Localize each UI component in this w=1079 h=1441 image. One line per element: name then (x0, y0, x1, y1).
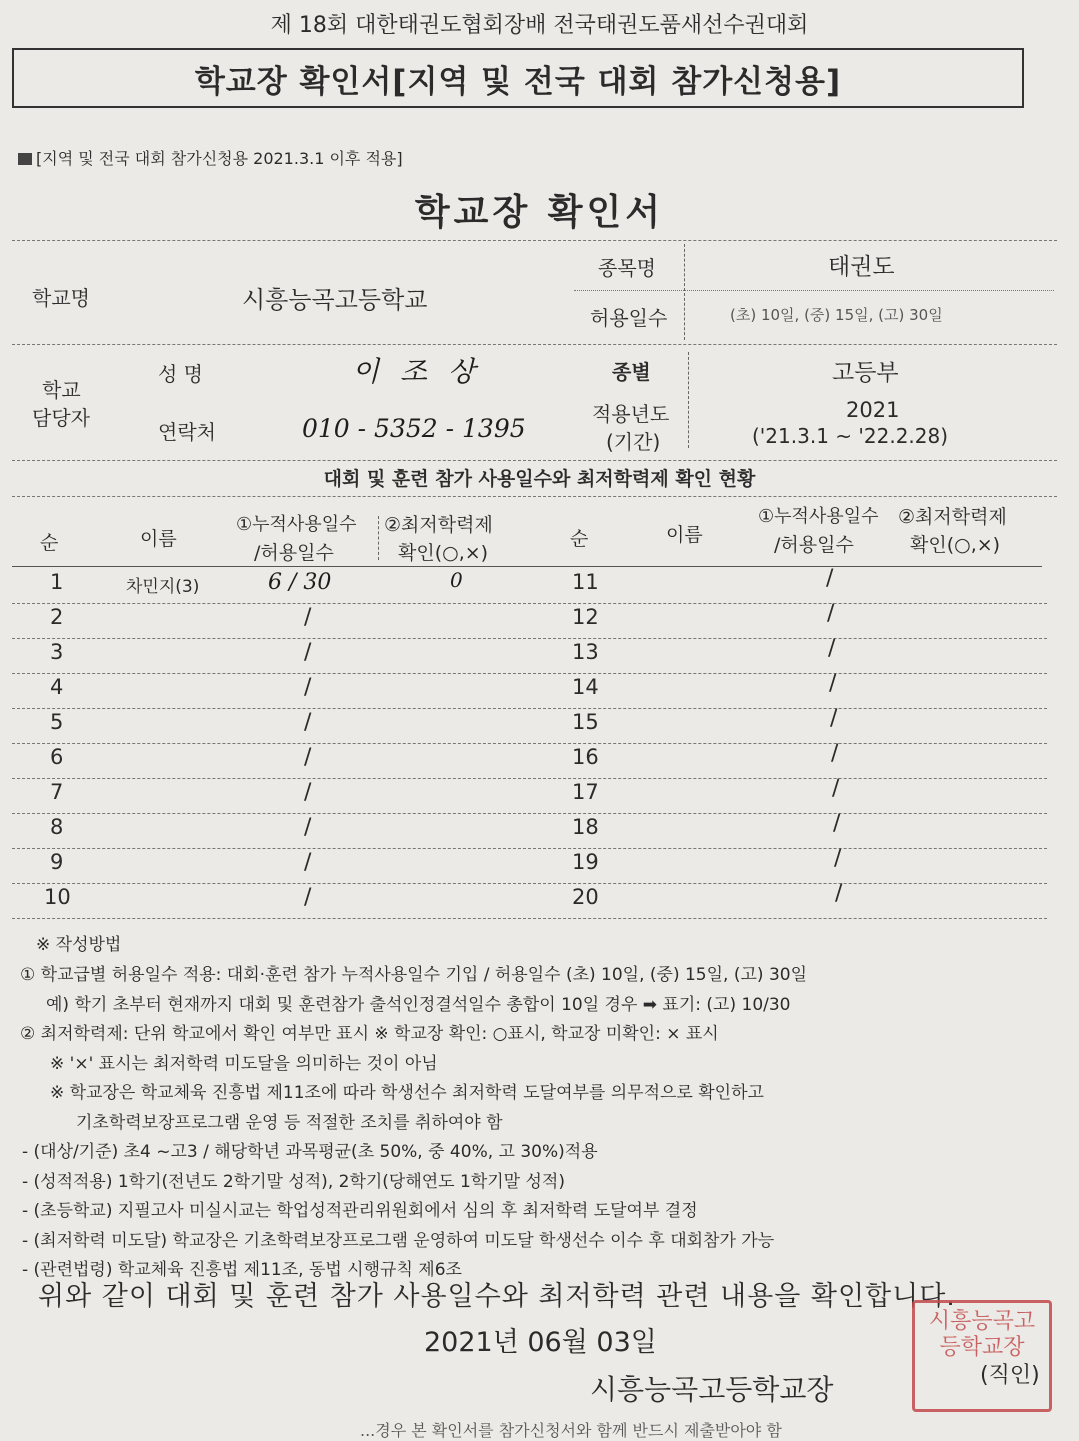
seal-suffix: (직인) (980, 1363, 1040, 1388)
division-value: 고등부 (832, 360, 899, 386)
row-days: / (304, 640, 312, 665)
confirmation-text: 위와 같이 대회 및 훈련 참가 사용일수와 최저학력 관련 내용을 확인합니다. (38, 1281, 956, 1312)
table-row-divider (12, 778, 1047, 779)
row-days: / (304, 745, 312, 770)
row-days: / (833, 811, 841, 836)
table-row-divider (12, 918, 1047, 919)
col-days-header-right-2: /허용일수 (774, 534, 854, 556)
period-value: ('21.3.1 ~ '22.2.28) (752, 424, 949, 448)
divider (12, 460, 1057, 461)
row-days: / (830, 706, 838, 731)
row-number: 5 (50, 710, 64, 734)
method-line: ① 학교급별 허용일수 적용: 대회·훈련 참가 누적사용일수 기입 / 허용일수 (초) 10일, (중) 15일, (고) 30일 (20, 965, 808, 985)
row-number: 8 (50, 815, 64, 839)
seal-text: 시흥능곡고 등학교장 (928, 1309, 1036, 1360)
year-label: 적용년도 (592, 402, 670, 426)
col-check-header-right: ②최저학력제 (898, 506, 1007, 528)
col-check-header-right-2: 확인(○,×) (910, 534, 1001, 556)
row-days: / (304, 780, 312, 805)
method-line: - (초등학교) 지필고사 미실시교는 학업성적관리위원회에서 심의 후 최저학력 도달여부 결정 (22, 1201, 698, 1221)
divider (378, 516, 379, 560)
row-days: / (828, 636, 836, 661)
period-label: (기간) (606, 430, 661, 454)
sport-label: 종목명 (598, 256, 656, 280)
method-line: 예) 학기 초부터 현재까지 대회 및 훈련참가 출석인정결석일수 총합이 10일 경우 ➡ 표기: (고) 10/30 (46, 994, 791, 1015)
year-value: 2021 (846, 398, 900, 422)
table-row-divider (12, 743, 1047, 744)
col-days-header: ①누적사용일수 (236, 514, 357, 535)
table-row-divider (12, 638, 1047, 639)
row-number: 18 (572, 815, 599, 839)
row-days: / (827, 601, 835, 626)
col-seq-header: 순 (40, 532, 59, 554)
row-number: 13 (572, 640, 599, 664)
school-seal-stamp (912, 1300, 1052, 1412)
document-banner: 학교장 확인서[지역 및 전국 대회 참가신청용] (12, 48, 1024, 108)
col-days-header-right: ①누적사용일수 (758, 506, 879, 527)
row-number: 2 (50, 605, 64, 629)
row-days: / (304, 710, 312, 735)
table-row-divider (12, 848, 1047, 849)
allowed-days-value: (초) 10일, (중) 15일, (고) 30일 (730, 306, 943, 324)
divider (574, 290, 1054, 291)
row-days: / (304, 850, 312, 875)
row-days: / (832, 776, 840, 801)
row-number: 4 (50, 675, 64, 699)
col-days-header-2: /허용일수 (254, 542, 334, 564)
table-row-divider (12, 883, 1047, 884)
row-days: / (304, 675, 312, 700)
row-number: 11 (572, 570, 599, 594)
event-title: 제 18회 대한태권도협회장배 전국태권도품새선수권대회 (270, 13, 809, 38)
row-number: 15 (572, 710, 599, 734)
usage-section-title: 대회 및 훈련 참가 사용일수와 최저학력제 확인 현황 (323, 468, 756, 490)
table-row-divider (12, 813, 1047, 814)
row-number: 7 (50, 780, 64, 804)
principal-signature-line: 시흥능곡고등학교장 (590, 1373, 834, 1406)
divider (684, 244, 685, 340)
table-row-divider (12, 708, 1047, 709)
square-bullet-icon (18, 153, 32, 165)
row-days: / (831, 741, 839, 766)
col-check-header-2: 확인(○,×) (398, 542, 489, 564)
method-heading: ※ 작성방법 (36, 935, 122, 955)
method-line: 기초학력보장프로그램 운영 등 적절한 조치를 취하여야 함 (76, 1112, 503, 1133)
divider (12, 344, 1057, 345)
row-days: / (826, 566, 834, 591)
row-number: 3 (50, 640, 64, 664)
contact-handwritten: 010 - 5352 - 1395 (302, 414, 526, 443)
applicability-note-text: [지역 및 전국 대회 참가신청용 2021.3.1 이후 적용] (36, 149, 403, 168)
row-number: 9 (50, 850, 64, 874)
col-seq-header-right: 순 (570, 528, 589, 550)
form-title: 학교장 확인서 (414, 192, 665, 233)
table-row-divider (12, 673, 1047, 674)
school-value: 시흥능곡고등학교 (242, 286, 428, 314)
sport-value: 태권도 (828, 254, 895, 280)
row-number: 16 (572, 745, 599, 769)
manager-name-handwritten: 이 조 상 (352, 355, 481, 388)
row-number: 1 (50, 570, 64, 594)
allowed-days-label: 허용일수 (590, 306, 668, 330)
row-days: / (835, 881, 843, 906)
row-days: / (304, 885, 312, 910)
method-line: - (대상/기준) 초4 ~고3 / 해당학년 과목평균(초 50%, 중 40%, 고 30%)적용 (22, 1142, 598, 1162)
divider (12, 240, 1057, 241)
school-label: 학교명 (32, 286, 90, 310)
col-name-header: 이름 (140, 528, 177, 550)
row-check: 0 (450, 568, 463, 592)
row-number: 10 (44, 885, 71, 909)
table-header-divider (12, 566, 1042, 567)
row-number: 12 (572, 605, 599, 629)
row-days: / (304, 605, 312, 630)
issue-date: 2021년 06월 03일 (424, 1327, 657, 1358)
method-line: - (최저학력 미도달) 학교장은 기초학력보장프로그램 운영하여 미도달 학생선수 이수 후 대회참가 가능 (22, 1230, 775, 1251)
manager-label-2: 담당자 (32, 406, 90, 430)
row-number: 6 (50, 745, 64, 769)
division-label: 종별 (612, 360, 651, 384)
row-name: 차민지(3) (126, 577, 200, 597)
name-label: 성 명 (158, 362, 203, 386)
divider (12, 496, 1057, 497)
row-days: / (829, 671, 837, 696)
applicability-note (18, 146, 403, 169)
divider (688, 352, 689, 448)
method-line: ※ '×' 표시는 최저학력 미도달을 의미하는 것이 아님 (50, 1053, 438, 1074)
manager-label: 학교 (42, 378, 81, 402)
row-number: 19 (572, 850, 599, 874)
footer-note: ...경우 본 확인서를 참가신청서와 함께 반드시 제출받아야 함 (360, 1421, 782, 1440)
method-line: - (성적적용) 1학기(전년도 2학기말 성적), 2학기(당해연도 1학기말 성적) (22, 1171, 565, 1192)
col-name-header-right: 이름 (666, 524, 703, 546)
method-line: ② 최저학력제: 단위 학교에서 확인 여부만 표시 ※ 학교장 확인: ○표시, 학교장 미확인: × 표시 (20, 1024, 719, 1044)
row-days: / (304, 815, 312, 840)
row-number: 20 (572, 885, 599, 909)
row-number: 14 (572, 675, 599, 699)
method-line: - (관련법령) 학교체육 진흥법 제11조, 동법 시행규칙 제6조 (22, 1260, 462, 1280)
col-check-header: ②최저학력제 (384, 514, 493, 536)
row-days: / (834, 846, 842, 871)
row-days: 6 / 30 (268, 570, 332, 595)
row-number: 17 (572, 780, 599, 804)
contact-label: 연락처 (158, 420, 216, 444)
method-line: ※ 학교장은 학교체육 진흥법 제11조에 따라 학생선수 최저학력 도달여부를 의무적으로 확인하고 (50, 1083, 764, 1103)
table-row-divider (12, 603, 1047, 604)
